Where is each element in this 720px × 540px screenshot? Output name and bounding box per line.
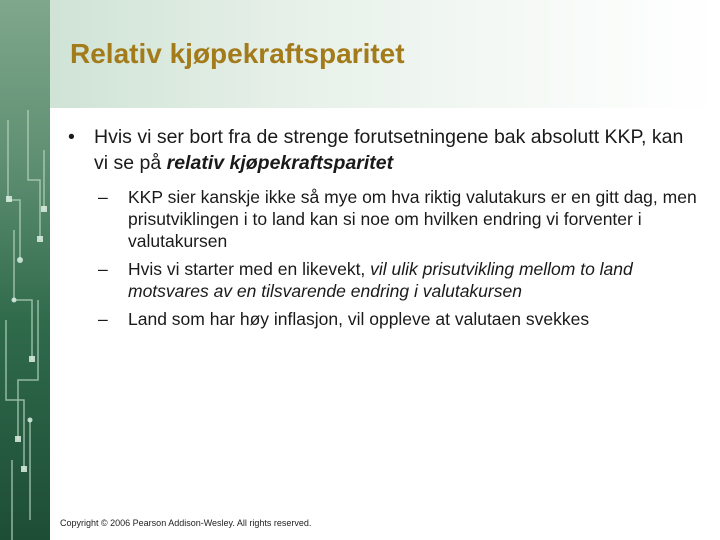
bullet-main-text: Hvis vi ser bort fra de strenge forutsetningene bak absolutt KKP, kan vi se på [94,126,684,174]
subbullet-marker: – [98,187,108,207]
circuit-pattern-graphic [0,0,50,540]
subbullet-item [68,258,698,302]
bullet-main [68,124,698,176]
subbullet-marker: – [98,309,108,329]
slide-content [68,124,698,330]
copyright-notice: Copyright © 2006 Pearson Addison-Wesley. All rights reserved. [60,518,312,528]
subbullet-marker: – [98,259,108,279]
sidebar-circuit-decoration [0,0,50,540]
subbullet-item [68,308,698,330]
slide-title: Relativ kjøpekraftsparitet [70,38,405,69]
bullet-marker: • [68,126,75,148]
bullet-main-emphasis: relativ kjøpekraftsparitet [166,152,394,174]
subbullet-text: Hvis vi starter med en likevekt, [128,259,371,279]
subbullet-text: KKP sier kanskje ikke så mye om hva riktig valutakurs er en gitt dag, men prisutviklingen i to land kan si noe om hvilken endring vi forventer i valutakursen [128,187,697,251]
subbullet-item [68,186,698,252]
subbullet-italic-text: vil ulik prisutvikling mellom to land motsvares av en tilsvarende endring i valutakursen [128,259,633,301]
subbullet-list [68,186,698,330]
subbullet-text: Land som har høy inflasjon, vil oppleve at valutaen svekkes [128,309,590,329]
